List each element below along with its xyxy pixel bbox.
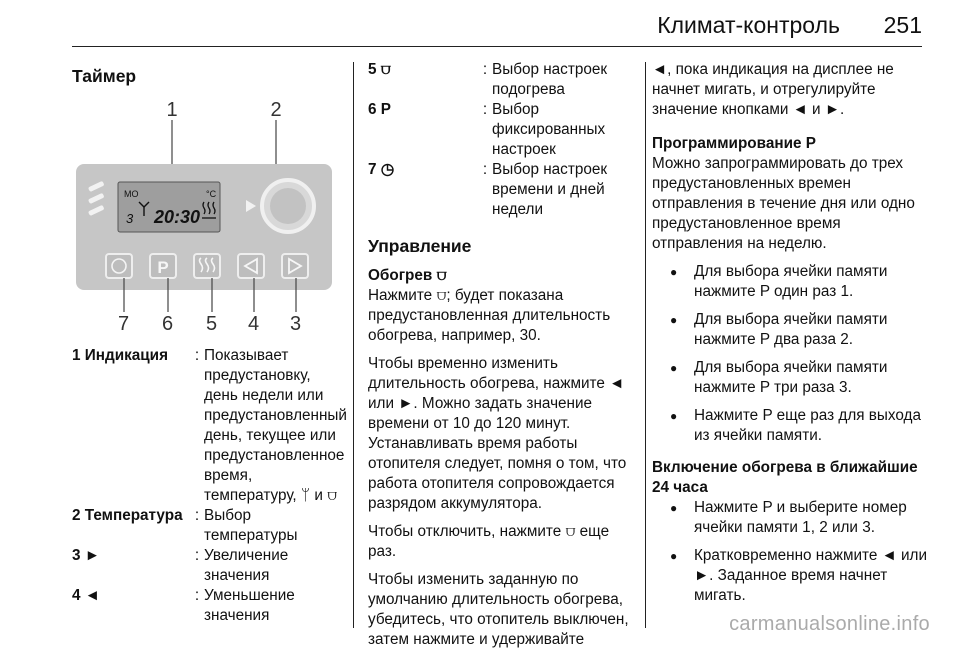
callout-4: 4	[248, 313, 260, 335]
p-label: P	[157, 258, 169, 277]
list-item: ● Нажмите P и выберите номер ячейки памяти 1, 2 или 3.	[652, 498, 928, 538]
paragraph: Можно запрограммировать до трех предустановленных времен отправления в течение дня или одно предустановленное время отправления на неделю.	[652, 155, 915, 252]
legend-list-left	[72, 346, 347, 626]
list-item: ● Для выбора ячейки памяти нажмите P три раза 3.	[652, 358, 928, 398]
bullet-list-activate	[652, 498, 928, 606]
callout-3: 3	[290, 313, 302, 335]
heating-button[interactable]	[194, 254, 220, 278]
subheading-next-24h: Включение обогрева в ближайшие 24 часа	[652, 459, 918, 496]
section-heading-control: Управление	[368, 236, 472, 256]
legend-list-middle	[368, 60, 634, 220]
column-divider-2	[645, 62, 646, 628]
legend-item: 7 ◷ : Выбор настроек времени и дней недели	[368, 161, 608, 218]
legend-item: 5 ⩌ : Выбор настроек подогрева	[368, 61, 608, 98]
callout-5: 5	[206, 313, 218, 335]
time-button[interactable]	[106, 254, 132, 278]
increase-button[interactable]	[282, 254, 308, 278]
list-item: ● Для выбора ячейки памяти нажмите P один раз 1.	[652, 262, 928, 302]
list-item: ● Нажмите P еще раз для выхода из ячейки памяти.	[652, 406, 928, 446]
callout-6: 6	[162, 313, 174, 335]
legend-item: 2 Температура : Выбор температуры	[72, 507, 298, 544]
legend-item: 4 ◄ : Уменьшение значения	[72, 587, 295, 624]
subheading-programming: Программирование P	[652, 135, 816, 152]
legend-item: 6 P : Выбор фиксированных настроек	[368, 101, 606, 158]
callout-7: 7	[118, 313, 130, 335]
left-column	[72, 60, 347, 626]
paragraph: Чтобы отключить, нажмите ⩌ еще раз.	[368, 523, 610, 560]
header-title: Климат-контроль	[657, 12, 840, 38]
legend-item: 1 Индикация : Показывает предустановку, день недели или предустановленный день, текущее или предустановленное время, температуру, ᛘ и ⩌	[72, 347, 347, 504]
paragraph: Чтобы изменить заданную по умолчанию длительность обогрева, убедитесь, что отопитель выключен, затем нажмите и удерживайте	[368, 571, 629, 648]
timer-panel-illustration	[72, 96, 340, 316]
paragraph: Чтобы временно изменить длительность обогрева, нажмите ◄ или ►. Можно задать значение времени от 10 до 120 минут. Устанавливать время работы отопителя следует, помня о том, что работа отопителя сопровождается разрядом аккумулятора.	[368, 355, 627, 512]
watermark: carmanualsonline.info	[729, 613, 930, 635]
lcd-day: MO	[124, 189, 139, 199]
paragraph: ◄, пока индикация на дисплее не начнет мигать, и отрегулируйте значение кнопками ◄ и ►.	[652, 61, 894, 118]
decrease-button[interactable]	[238, 254, 264, 278]
lcd-unit: °C	[206, 189, 217, 199]
section-heading-timer: Таймер	[72, 66, 137, 86]
page-number: 251	[883, 12, 922, 38]
list-item: ● Для выбора ячейки памяти нажмите P два раза 2.	[652, 310, 928, 350]
list-item: ● Кратковременно нажмите ◄ или ►. Заданное время начнет мигать.	[652, 546, 928, 606]
bottom-callouts	[72, 314, 344, 336]
timer-figure	[72, 96, 344, 336]
header-rule	[72, 46, 922, 47]
callout-1: 1	[166, 99, 178, 121]
bullet-list-memory	[652, 262, 928, 446]
callout-2: 2	[270, 99, 282, 121]
column-divider-1	[353, 62, 354, 628]
right-column	[652, 60, 928, 614]
legend-item: 3 ► : Увеличение значения	[72, 547, 289, 584]
middle-column	[368, 60, 634, 658]
paragraph: Нажмите ⩌; будет показана предустановленная длительность обогрева, например, 30.	[368, 287, 611, 344]
lcd-time: 20:30	[154, 207, 201, 227]
lcd-slot: 3	[126, 211, 134, 226]
subheading-heating: Обогрев ⩌	[368, 267, 447, 284]
